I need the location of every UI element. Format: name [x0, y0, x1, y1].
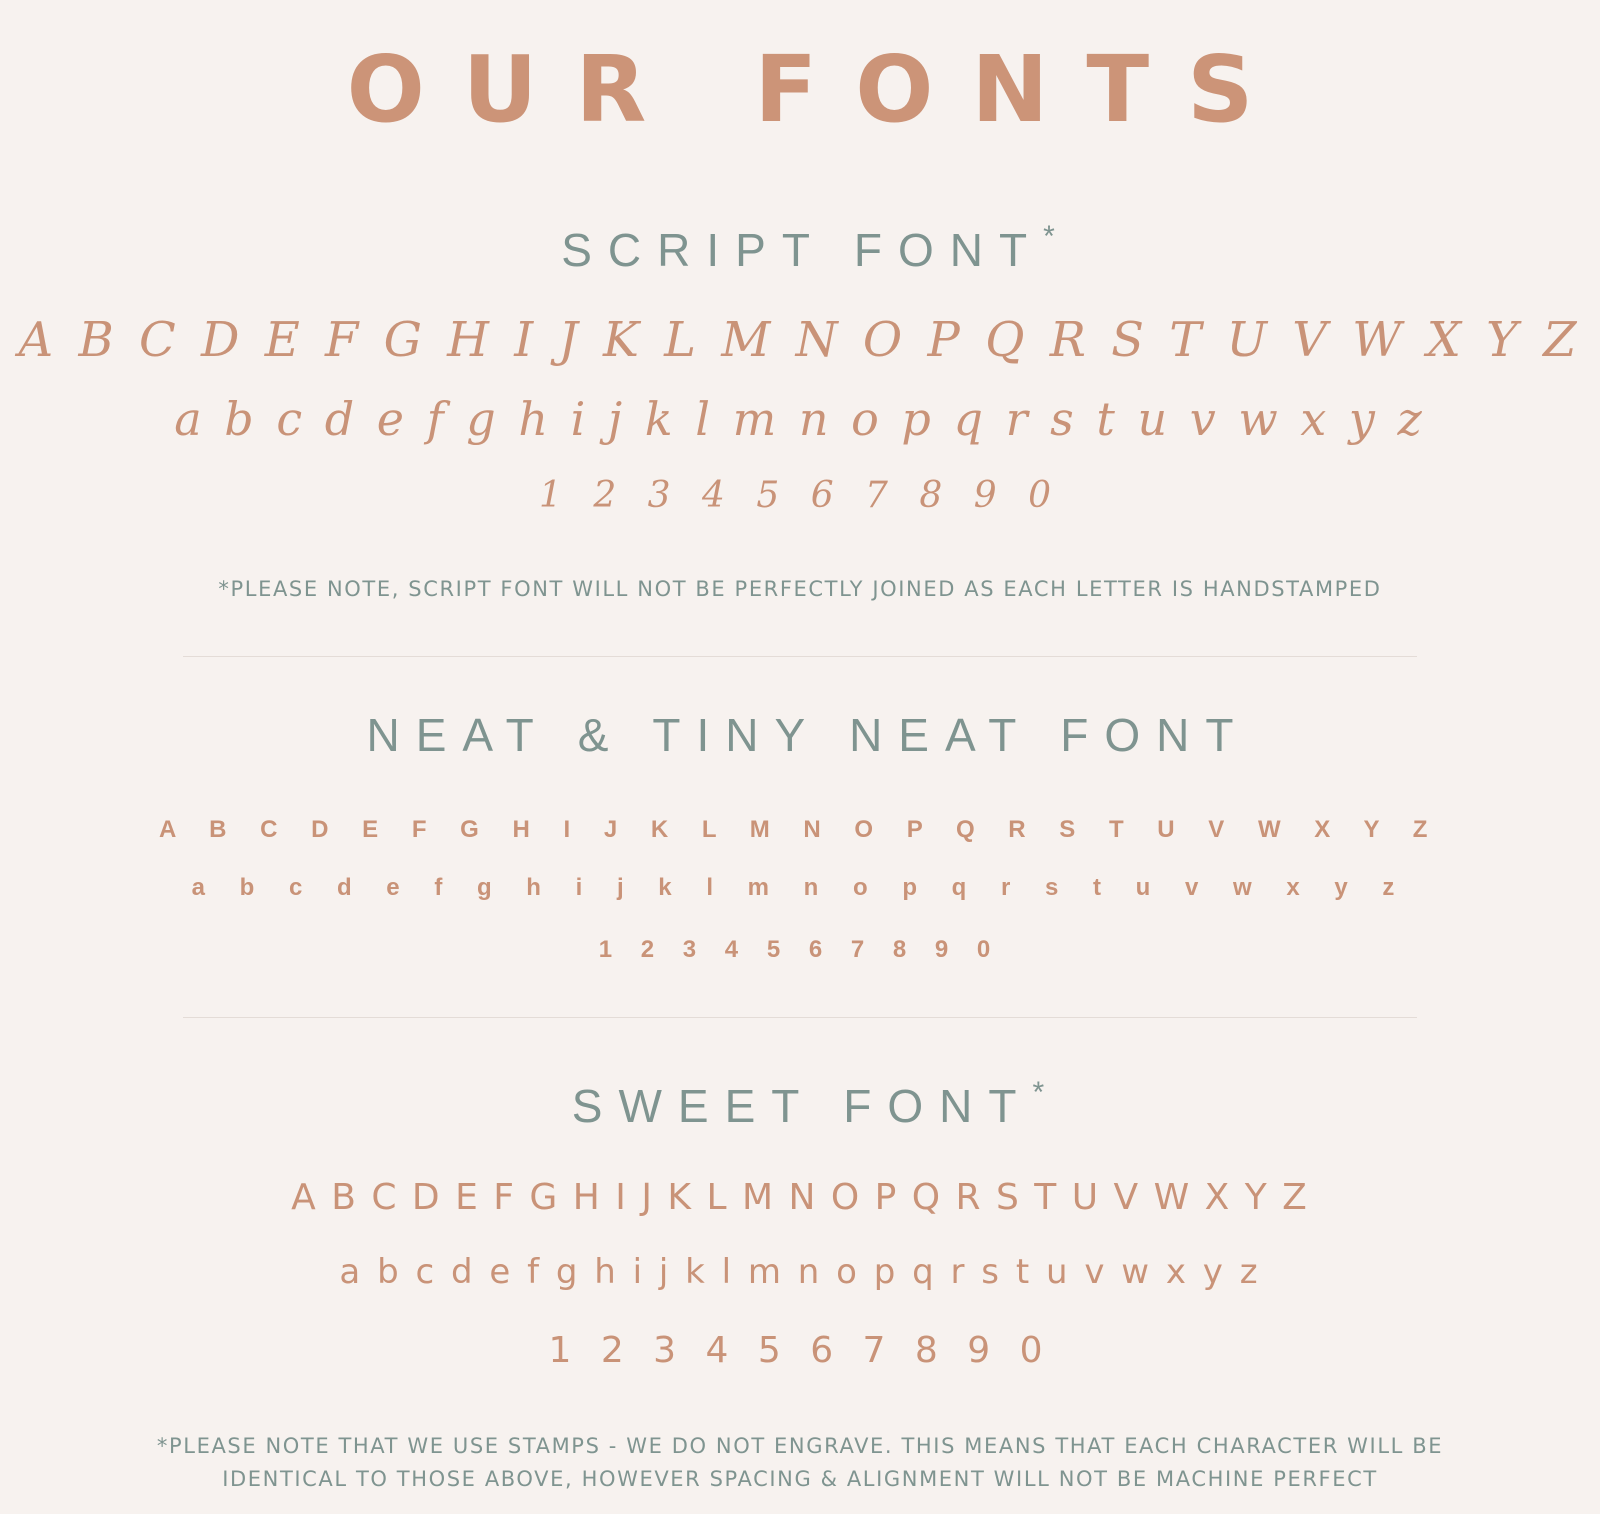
- sweet-lowercase-sample: a b c d e f g h i j k l m n o p q r s t u v w x y z: [339, 1252, 1261, 1292]
- footer-note-line-1: *PLEASE NOTE THAT WE USE STAMPS - WE DO NOT ENGRAVE. THIS MEANS THAT EACH CHARACTER WILL BE: [156, 1434, 1444, 1458]
- script-font-heading-text: SCRIPT FONT: [561, 224, 1044, 276]
- neat-lowercase-sample: a b c d e f g h i j k l m n o p q r s t u v w x y z: [191, 874, 1409, 901]
- sweet-font-asterisk: *: [1032, 1076, 1045, 1109]
- sweet-font-heading: [0, 1076, 1600, 1132]
- page-title: OUR FONTS: [346, 36, 1292, 143]
- neat-digits-sample: 1 2 3 4 5 6 7 8 9 0: [598, 936, 1002, 963]
- footer-note: [0, 1430, 1600, 1496]
- script-font-heading: [0, 220, 1600, 276]
- section-divider-1: [183, 656, 1417, 657]
- neat-uppercase-sample: A B C D E F G H I J K L M N O P Q R S T U V W X Y Z: [159, 816, 1441, 843]
- section-divider-2: [183, 1017, 1417, 1018]
- neat-font-heading: NEAT & TINY NEAT FONT: [366, 709, 1250, 761]
- script-lowercase-sample: a b c d e f g h i j k l m n o p q r s t u v w x y z: [174, 392, 1426, 446]
- footer-note-line-2: IDENTICAL TO THOSE ABOVE, HOWEVER SPACING & ALIGNMENT WILL NOT BE MACHINE PERFECT: [222, 1467, 1378, 1491]
- script-uppercase-sample: A B C D E F G H I J K L M N O P Q R S T U V W X Y Z: [18, 312, 1582, 368]
- script-font-asterisk: *: [1043, 220, 1055, 253]
- sweet-font-heading-text: SWEET FONT: [571, 1080, 1033, 1132]
- sweet-uppercase-sample: A B C D E F G H I J K L M N O P Q R S T U V W X Y Z: [291, 1177, 1309, 1218]
- script-font-note: *PLEASE NOTE, SCRIPT FONT WILL NOT BE PERFECTLY JOINED AS EACH LETTER IS HANDSTAMPED: [218, 577, 1382, 601]
- script-digits-sample: 1 2 3 4 5 6 7 8 9 0: [538, 475, 1062, 516]
- sweet-digits-sample: 1 2 3 4 5 6 7 8 9 0: [548, 1330, 1052, 1371]
